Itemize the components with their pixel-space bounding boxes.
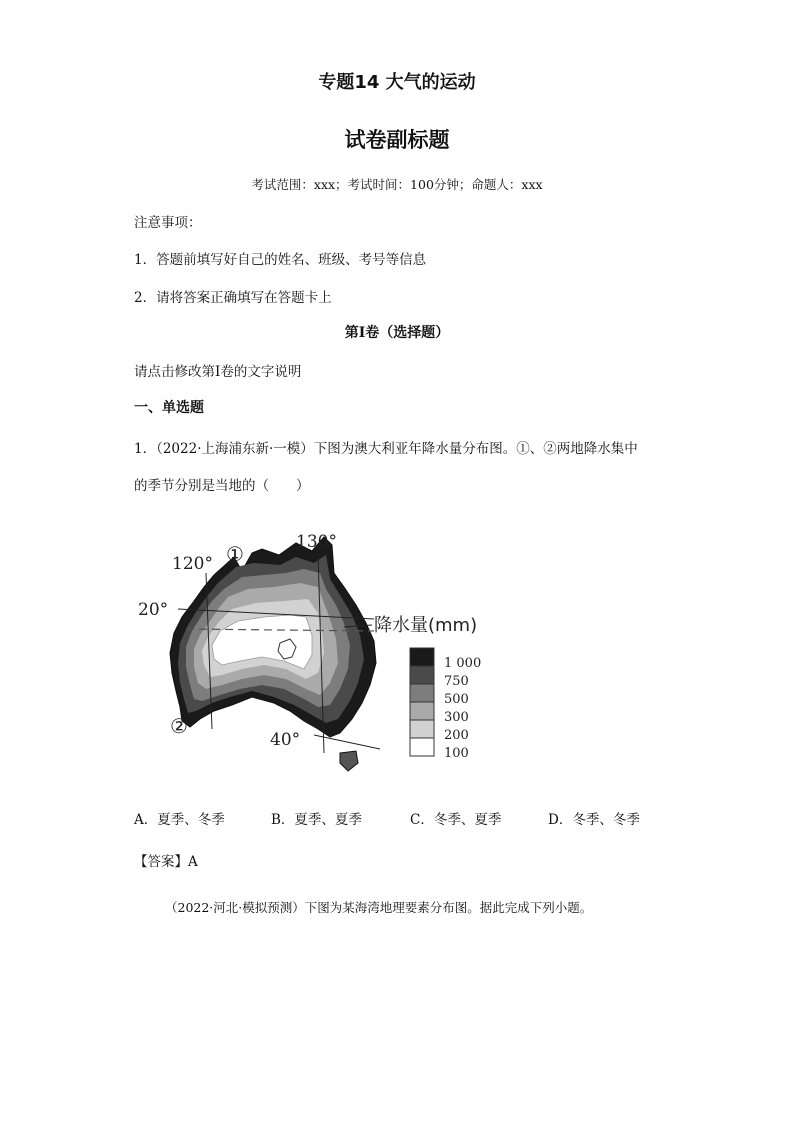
latitude-40-label: 40° [270, 730, 301, 750]
legend-label-1000: 1 000 [444, 656, 482, 671]
question-1-stem-line-2: 的季节分别是当地的（ ） [134, 478, 310, 494]
document-subtitle: 试卷副标题 [344, 128, 450, 152]
australia-precipitation-map [134, 523, 514, 785]
document-title: 专题14 大气的运动 [318, 72, 476, 93]
notice-heading: 注意事项： [134, 215, 202, 231]
legend-label-100: 100 [444, 746, 469, 761]
legend-label-200: 200 [444, 728, 469, 743]
legend-swatch-750 [410, 666, 434, 684]
option-c[interactable]: C．冬季、夏季 [410, 812, 502, 828]
precipitation-legend [410, 648, 481, 761]
legend-title: 降水量(mm) [374, 615, 478, 636]
longitude-120-label: 120° [172, 554, 213, 574]
legend-label-500: 500 [444, 692, 469, 707]
legend-label-750: 750 [444, 674, 469, 689]
legend-swatch-300 [410, 702, 434, 720]
section-heading-single-choice: 一、单选题 [134, 400, 204, 416]
notice-item-1: 1．答题前填写好自己的姓名、班级、考号等信息 [134, 252, 427, 268]
part1-note: 请点击修改第I卷的文字说明 [134, 364, 302, 380]
question-1-stem-line-1: 1．（2022·上海浦东新·一模）下图为澳大利亚年降水量分布图。①、②两地降水集中 [134, 441, 638, 457]
site-2-marker: ② [170, 714, 188, 738]
question-group-2-intro: （2022·河北·模拟预测）下图为某海湾地理要素分布图。据此完成下列小题。 [165, 900, 593, 915]
answer-q1: 【答案】A [134, 854, 198, 870]
legend-label-300: 300 [444, 710, 469, 725]
legend-swatch-500 [410, 684, 434, 702]
latitude-20-label: 20° [138, 600, 169, 620]
site-1-marker: ① [226, 542, 244, 566]
option-d[interactable]: D．冬季、冬季 [548, 812, 640, 828]
notice-item-2: 2．请将答案正确填写在答题卡上 [134, 290, 332, 306]
option-b[interactable]: B．夏季、夏季 [271, 812, 362, 828]
legend-swatch-100 [410, 738, 434, 756]
exam-info: 考试范围：xxx；考试时间：100分钟；命题人：xxx [251, 177, 543, 192]
longitude-130-label: 130° [296, 532, 337, 552]
part1-heading: 第I卷（选择题） [344, 325, 450, 341]
legend-swatch-1000 [410, 648, 434, 666]
option-a[interactable]: A．夏季、冬季 [134, 812, 225, 828]
legend-swatch-200 [410, 720, 434, 738]
